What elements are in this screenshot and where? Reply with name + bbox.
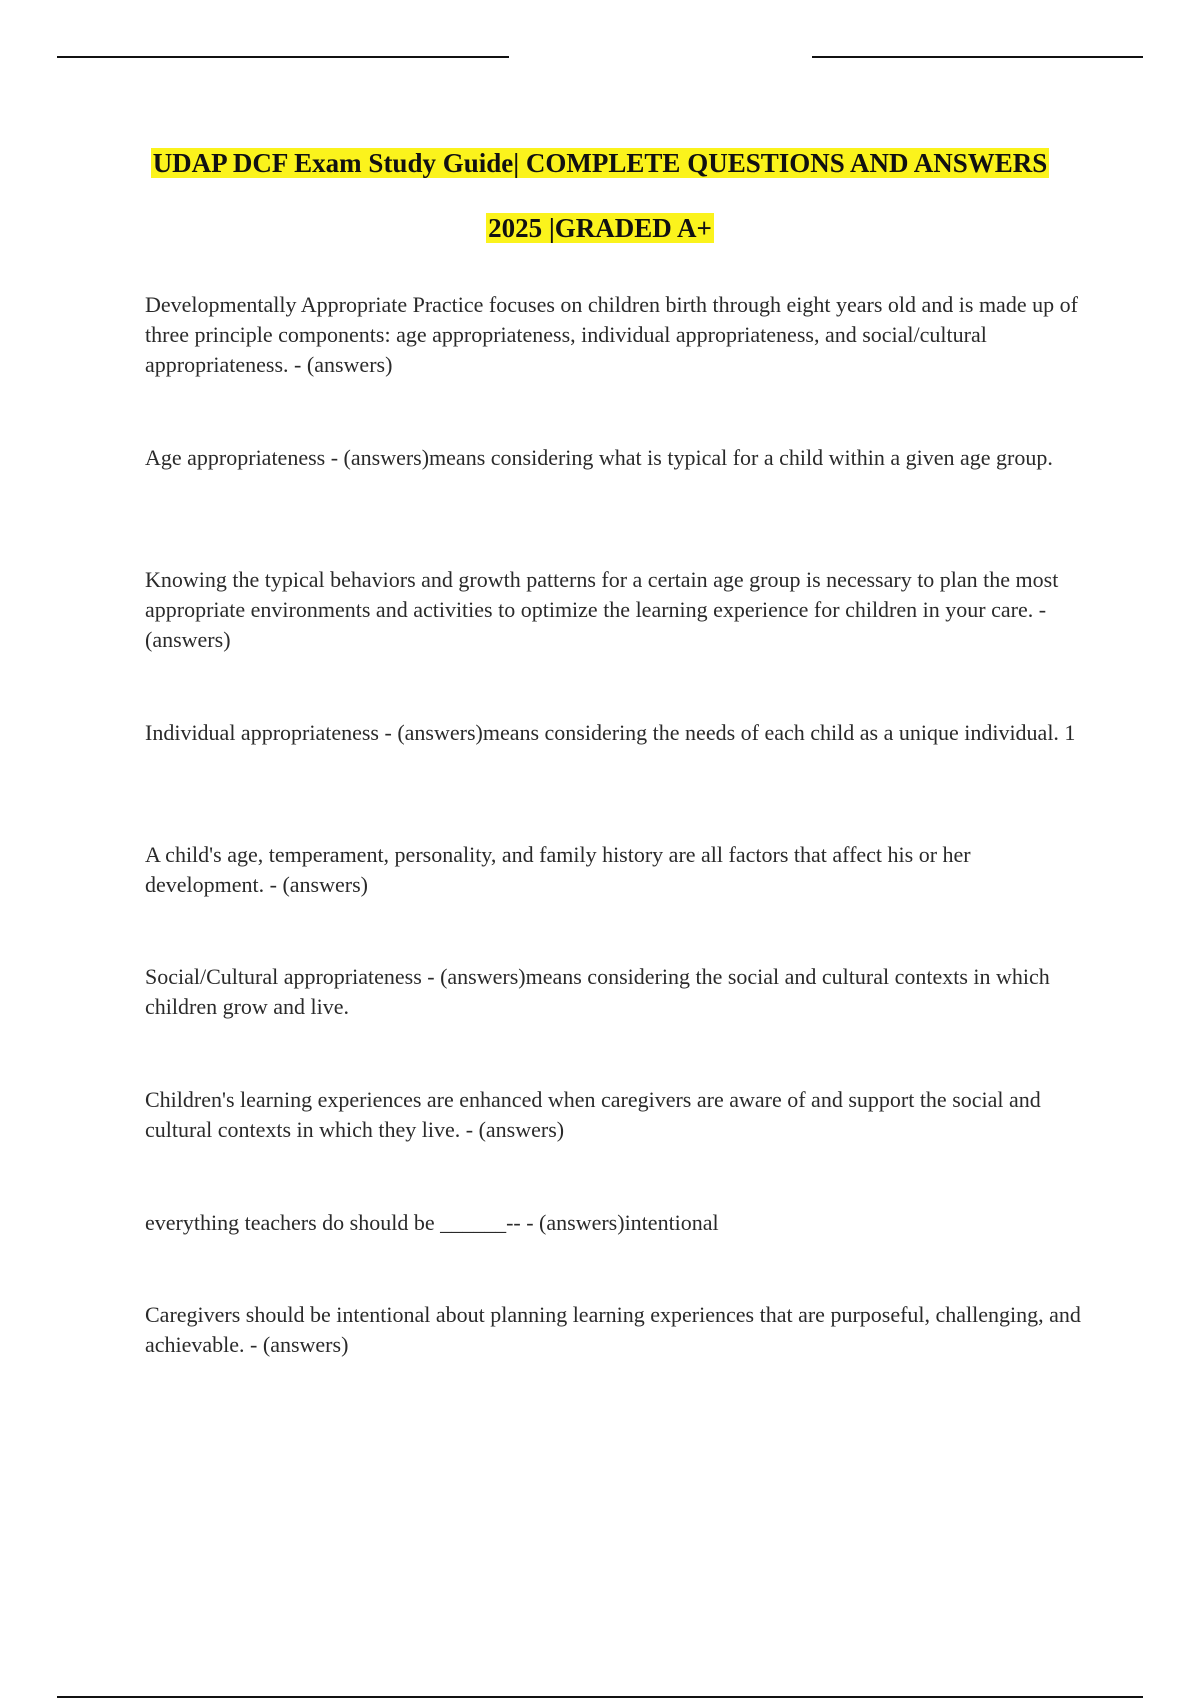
header-rule-left — [57, 56, 509, 58]
title-highlight-2: 2025 |GRADED A+ — [488, 213, 712, 243]
document-title-line-1 — [0, 146, 1200, 180]
footer-rule — [57, 1696, 1143, 1698]
header-rule-right — [812, 56, 1143, 58]
study-entry-8: everything teachers do should be ______-- - (answers)intentional — [145, 1210, 719, 1235]
title-highlight-1: UDAP DCF Exam Study Guide| COMPLETE QUESTIONS AND ANSWERS — [152, 148, 1048, 178]
document-title-line-2 — [0, 211, 1200, 245]
study-entry-5: A child's age, temperament, personality, and family history are all factors that affect his or her development. - (answers) — [145, 842, 971, 897]
study-entry-4: Individual appropriateness - (answers)means considering the needs of each child as a unique individual. 1 — [145, 720, 1076, 745]
study-entry-1: Developmentally Appropriate Practice focuses on children birth through eight years old and is made up of three principle components: age appropriateness, individual appropriateness, and social/cultural appropriateness. - (answers) — [145, 292, 1078, 377]
study-entry-2: Age appropriateness - (answers)means considering what is typical for a child within a given age group. — [145, 445, 1053, 470]
study-entry-6: Social/Cultural appropriateness - (answers)means considering the social and cultural contexts in which children grow and live. — [145, 964, 1050, 1019]
study-entry-9: Caregivers should be intentional about planning learning experiences that are purposeful, challenging, and achievable. - (answers) — [145, 1302, 1081, 1357]
study-entry-7: Children's learning experiences are enhanced when caregivers are aware of and support the social and cultural contexts in which they live. - (answers) — [145, 1087, 1041, 1142]
study-entry-3: Knowing the typical behaviors and growth patterns for a certain age group is necessary to plan the most appropriate environments and activities to optimize the learning experience for children in your care. - (answers) — [145, 567, 1059, 652]
